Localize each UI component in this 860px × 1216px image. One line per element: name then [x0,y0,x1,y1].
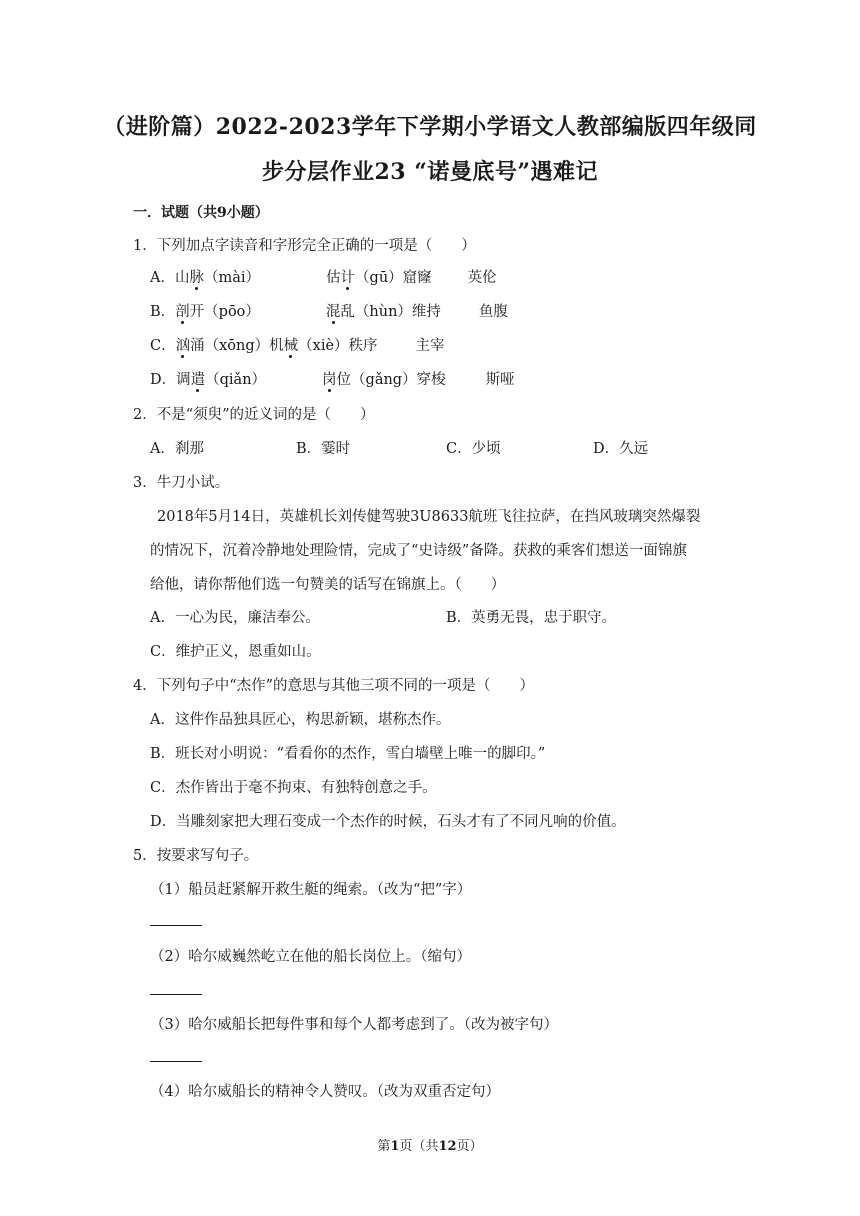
question-1-option-d [150,370,515,390]
dotted-character: 汹 [175,338,191,354]
footer-text: 第 [377,1139,391,1154]
question-1-stem: 1．下列加点字读音和字形完全正确的一项是（ ） [133,238,476,254]
question-2-option-b: B．霎时 [296,441,351,457]
option-label: D． [150,372,177,388]
question-3-stem: 3．牛刀小试。 [133,475,230,491]
question-1-option-b [150,302,508,322]
question-3-passage-line-3: 给他，请你帮他们选一句赞美的话写在锦旗上。（ ） [150,577,506,593]
option-text: 山 [174,270,190,286]
question-3-option-b: B．英勇无畏，忠于职守。 [446,610,617,626]
question-1-option-c [150,336,445,356]
option-label: B． [150,304,176,320]
question-2-option-d: D．久远 [593,441,649,457]
dotted-character: 遣 [190,372,206,388]
page-footer [0,1138,860,1156]
question-5-stem: 5．按要求写句子。 [133,848,259,864]
question-3-passage-line-1: 2018年5月14日，英雄机长刘传健驾驶3U8633航班飞往拉萨，在挡风玻璃突然爆裂 [157,509,701,525]
document-title-line-1: （进阶篇）2022-2023学年下学期小学语文人教部编版四年级同 [103,114,757,140]
question-4-option-d: D．当雕刻家把大理石变成一个杰作的时候，石头才有了不同凡响的价值。 [150,814,626,830]
question-3-option-a: A．一心为民，廉洁奉公。 [150,610,320,626]
question-5-item-2: （2）哈尔威巍然屹立在他的船长岗位上。（缩句） [150,949,471,965]
option-text: 估 [326,270,341,286]
question-3-option-c: C．维护正义，恩重如山。 [150,644,321,660]
section-heading: 一．试题（共9小题） [133,205,269,221]
question-4-option-a: A．这件作品独具匠心，构思新颖，堪称杰作。 [150,712,451,728]
answer-blank-2[interactable] [150,994,202,995]
option-text: 开（pōo） [189,304,260,320]
question-2-option-a: A．刹那 [150,441,204,457]
footer-text: 页） [456,1139,483,1154]
question-4-option-b: B．班长对小明说：“看看你的杰作，雪白墙壁上唯一的脚印。” [150,746,546,762]
question-1-option-a [150,268,497,288]
question-4-option-c: C．杰作皆出于毫不拘束、有独特创意之手。 [150,780,437,796]
option-label: A． [150,270,175,286]
answer-blank-1[interactable] [150,925,202,926]
option-text: （qiǎn） [205,372,267,388]
question-5-item-3: （3）哈尔威船长把每件事和每个人都考虑到了。（改为被字句） [150,1017,558,1033]
option-text: 主宰 [415,338,445,354]
option-text: 位（gǎng）穿梭 [336,372,446,388]
dotted-character: 计 [340,270,356,286]
footer-text: 页（共 [399,1139,439,1154]
dotted-character: 剖 [175,304,190,320]
option-text: 鱼腹 [478,304,508,320]
option-text: 调 [176,372,191,388]
dotted-character: 械 [283,338,299,354]
question-4-stem: 4．下列句子中“杰作”的意思与其他三项不同的一项是（ ） [133,678,535,694]
option-text: （mài） [203,270,261,286]
dotted-character: 混 [325,304,341,320]
option-text: 斯哑 [485,372,515,388]
question-2-stem: 2．不是“须臾”的近义词的是（ ） [133,407,375,423]
question-5-item-1: （1）船员赶紧解开救生艇的绳索。（改为“把”字） [150,882,472,898]
option-label: C． [150,338,176,354]
dotted-character: 脉 [189,270,204,286]
page-total: 12 [438,1139,457,1154]
option-text: 涌（xōng）机 [190,338,284,354]
question-5-item-4: （4）哈尔威船长的精神令人赞叹。（改为双重否定句） [150,1084,500,1100]
option-text: 英伦 [467,270,497,286]
option-text: （gū）窟窿 [355,270,432,286]
question-2-option-c: C．少顷 [446,441,501,457]
question-3-passage-line-2: 的情况下，沉着冷静地处理险情，完成了“史诗级”备降。获救的乘客们想送一面锦旗 [150,543,687,559]
page-number: 1 [390,1139,400,1154]
answer-blank-3[interactable] [150,1061,202,1062]
dotted-character: 岗 [322,372,337,388]
option-text: 乱（hùn）维持 [340,304,441,320]
option-text: （xiè）秩序 [298,338,378,354]
document-title-line-2: 步分层作业23 “诺曼底号”遇难记 [261,159,599,185]
